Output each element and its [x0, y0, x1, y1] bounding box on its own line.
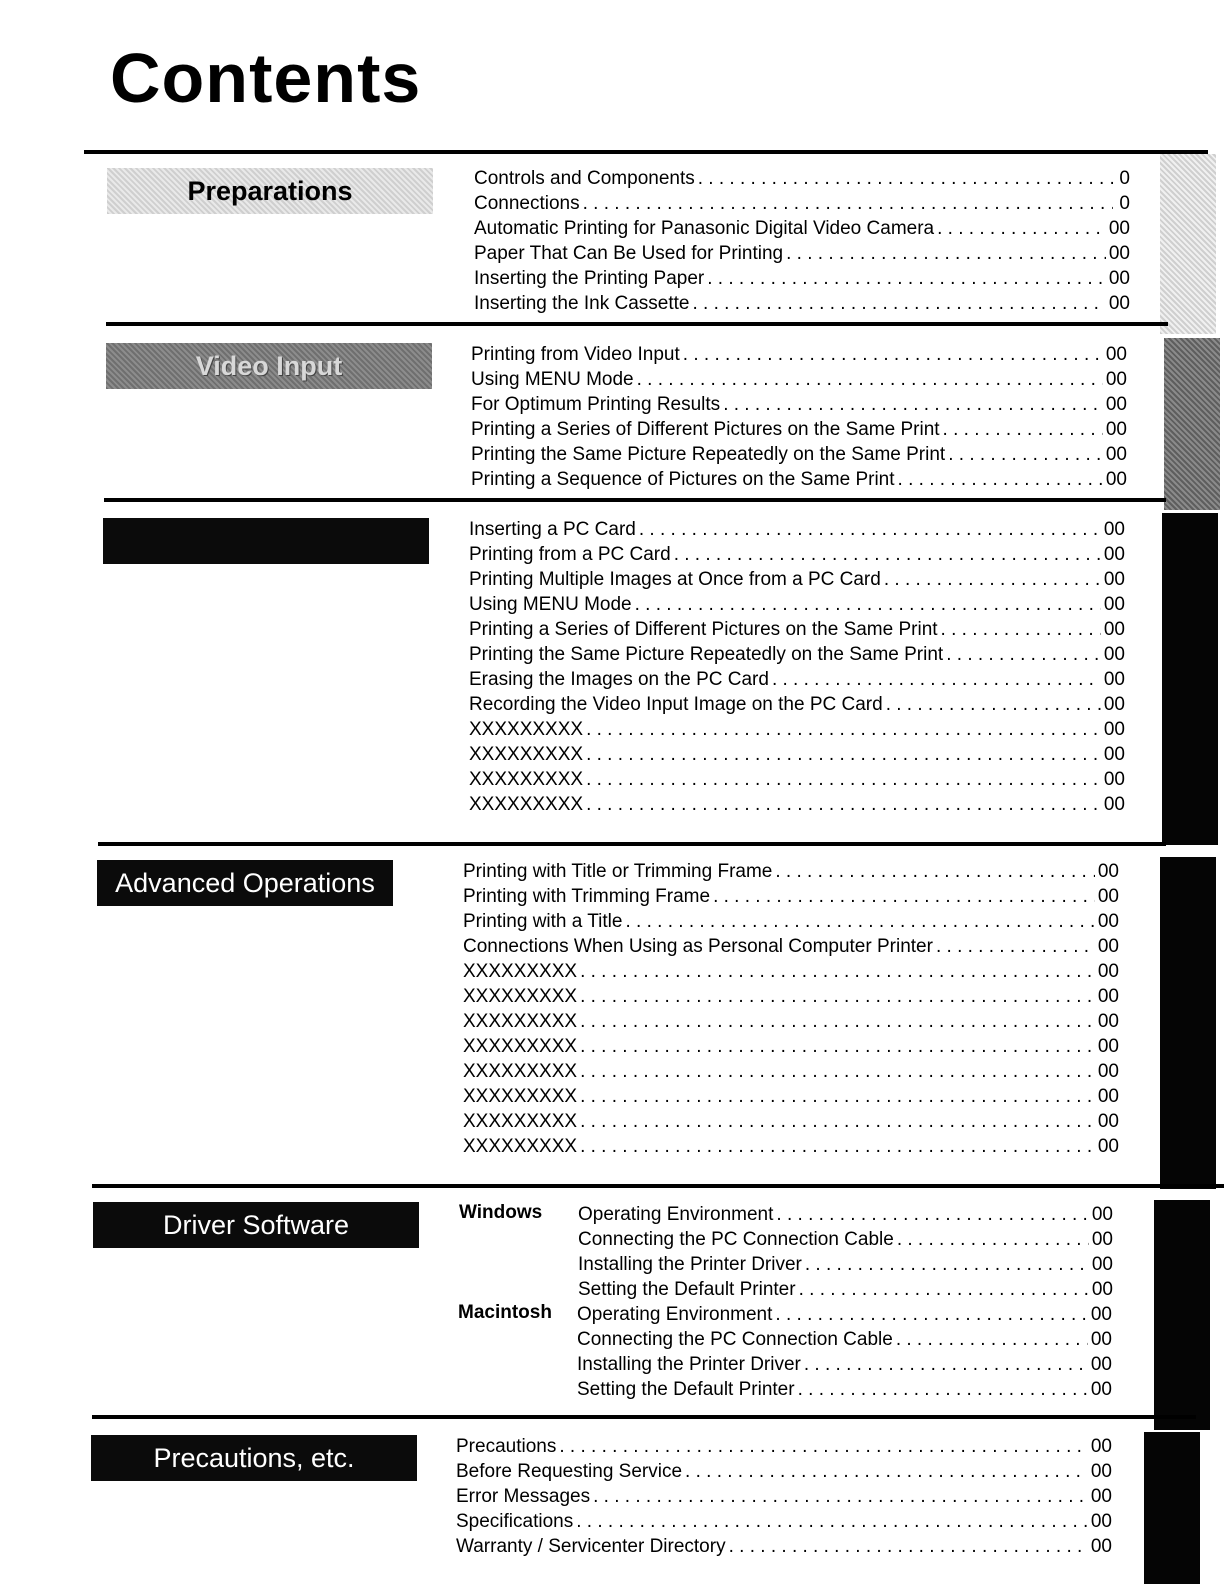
toc-entry-title: Connections When Using as Personal Computer Printer [463, 936, 933, 957]
toc-entry-page: 00 [1091, 1279, 1113, 1300]
leader-dots [580, 1109, 1095, 1134]
leader-dots [692, 291, 1105, 316]
leader-dots [637, 367, 1103, 392]
toc-entry-page: 00 [1097, 1136, 1119, 1157]
toc-entry[interactable] [474, 166, 1130, 191]
toc-entry-title: Operating Environment [578, 1204, 774, 1225]
toc-entry-page: 00 [1103, 644, 1125, 665]
toc-entry[interactable] [471, 342, 1127, 367]
leader-dots [713, 884, 1095, 909]
toc-entry[interactable] [577, 1302, 1112, 1327]
toc-entry[interactable] [577, 1352, 1112, 1377]
leader-dots [583, 191, 1113, 216]
toc-entry[interactable] [463, 909, 1119, 934]
toc-entry-title: XXXXXXXXX [463, 1086, 578, 1107]
section-tab-pc-card [1162, 513, 1218, 845]
leader-dots [775, 1302, 1087, 1327]
toc-entry-title: Using MENU Mode [469, 594, 632, 615]
leader-dots [898, 467, 1103, 492]
toc-entry-page: 00 [1103, 694, 1125, 715]
toc-entry-page: 00 [1108, 218, 1130, 239]
leader-dots [580, 1084, 1095, 1109]
leader-dots [884, 567, 1101, 592]
toc-entry-title: Warranty / Servicenter Directory [456, 1536, 726, 1557]
toc-entry[interactable] [578, 1202, 1113, 1227]
leader-dots [707, 266, 1106, 291]
section-divider [106, 322, 1168, 326]
leader-dots [786, 241, 1106, 266]
toc-entry-title: Printing from a PC Card [469, 544, 671, 565]
toc-entry-page: 00 [1103, 769, 1125, 790]
toc-entry-title: XXXXXXXXX [463, 961, 578, 982]
section-label-driver-software: Driver Software [93, 1202, 419, 1248]
toc-entry-page: 00 [1090, 1486, 1112, 1507]
toc-entry-title: XXXXXXXXX [463, 986, 578, 1007]
toc-entry-title: Paper That Can Be Used for Printing [474, 243, 784, 264]
section-tab-preparations [1160, 154, 1216, 334]
toc-entry[interactable] [456, 1534, 1112, 1559]
leader-dots [576, 1509, 1088, 1534]
toc-entry[interactable] [456, 1509, 1112, 1534]
leader-dots [674, 542, 1101, 567]
toc-entry[interactable] [474, 266, 1130, 291]
toc-entry-page: 00 [1090, 1304, 1112, 1325]
section-tab-precautions [1144, 1432, 1200, 1584]
toc-entry-page: 00 [1097, 936, 1119, 957]
leader-dots [896, 1327, 1088, 1352]
section-label-advanced-operations: Advanced Operations [97, 860, 393, 906]
toc-entry-title: Automatic Printing for Panasonic Digital Video Camera [474, 218, 935, 239]
toc-entry[interactable] [471, 442, 1127, 467]
toc-entry-title: Using MENU Mode [471, 369, 634, 390]
leader-dots [683, 342, 1103, 367]
toc-entry[interactable] [578, 1227, 1113, 1252]
toc-entry-title: Erasing the Images on the PC Card [469, 669, 769, 690]
leader-dots [948, 442, 1103, 467]
toc-entry-title: Operating Environment [577, 1304, 773, 1325]
section-tab-advanced-operations [1160, 857, 1216, 1189]
section-divider [92, 1184, 1224, 1188]
toc-entry-title: Error Messages [456, 1486, 591, 1507]
toc-entry-page: 00 [1097, 861, 1119, 882]
toc-entry-page: 00 [1108, 293, 1130, 314]
section-divider [104, 498, 1166, 502]
toc-entry-title: XXXXXXXXX [463, 1136, 578, 1157]
toc-entry[interactable] [463, 984, 1119, 1009]
toc-entry[interactable] [469, 792, 1125, 817]
toc-entry-page: 00 [1103, 719, 1125, 740]
group-label-macintosh: Macintosh [458, 1302, 552, 1323]
section-divider [92, 1415, 1196, 1419]
toc-entry[interactable] [474, 191, 1130, 216]
toc-entry[interactable] [474, 291, 1130, 316]
toc-entry[interactable] [469, 667, 1125, 692]
leader-dots [685, 1459, 1088, 1484]
section-entries-advanced-operations [463, 859, 1119, 1159]
toc-entry[interactable] [577, 1327, 1112, 1352]
leader-dots [635, 592, 1101, 617]
toc-entry[interactable] [471, 392, 1127, 417]
toc-entry[interactable] [578, 1277, 1113, 1302]
leader-dots [937, 216, 1106, 241]
leader-dots [580, 984, 1095, 1009]
toc-entry-page: 00 [1105, 444, 1127, 465]
toc-entry-page: 00 [1097, 1086, 1119, 1107]
toc-entry[interactable] [469, 717, 1125, 742]
page-title: Contents [110, 39, 422, 117]
leader-dots [580, 1034, 1095, 1059]
toc-entry-title: XXXXXXXXX [469, 794, 584, 815]
leader-dots [580, 1134, 1095, 1159]
toc-entry-title: Printing from Video Input [471, 344, 680, 365]
section-entries-video-input [471, 342, 1127, 492]
toc-entry-title: Inserting a PC Card [469, 519, 636, 540]
toc-entry-page: 00 [1097, 911, 1119, 932]
toc-entry[interactable] [463, 1134, 1119, 1159]
leader-dots [946, 642, 1101, 667]
toc-entry-title: XXXXXXXXX [463, 1036, 578, 1057]
toc-entry-page: 00 [1091, 1229, 1113, 1250]
section-tab-driver-software [1154, 1200, 1210, 1430]
toc-entry-title: Inserting the Ink Cassette [474, 293, 690, 314]
leader-dots [580, 1009, 1095, 1034]
toc-entry-title: Printing with Trimming Frame [463, 886, 711, 907]
group-entries-macintosh [577, 1302, 1112, 1402]
toc-entry[interactable] [578, 1252, 1113, 1277]
leader-dots [580, 1059, 1095, 1084]
toc-entry[interactable] [469, 567, 1125, 592]
toc-entry-page: 00 [1097, 961, 1119, 982]
leader-dots [586, 767, 1101, 792]
toc-entry[interactable] [463, 1009, 1119, 1034]
toc-entry-title: XXXXXXXXX [469, 769, 584, 790]
toc-entry-page: 0 [1119, 193, 1130, 214]
toc-entry-page: 00 [1108, 243, 1130, 264]
toc-entry[interactable] [469, 692, 1125, 717]
toc-entry-page: 00 [1090, 1354, 1112, 1375]
toc-entry-title: XXXXXXXXX [463, 1011, 578, 1032]
toc-entry-title: Printing with a Title [463, 911, 623, 932]
toc-entry[interactable] [469, 542, 1125, 567]
toc-entry[interactable] [463, 959, 1119, 984]
toc-entry-page: 00 [1103, 794, 1125, 815]
leader-dots [886, 692, 1101, 717]
toc-entry-page: 00 [1097, 1011, 1119, 1032]
leader-dots [586, 717, 1101, 742]
leader-dots [776, 1202, 1088, 1227]
toc-entry-page: 00 [1090, 1536, 1112, 1557]
leader-dots [775, 859, 1095, 884]
leader-dots [593, 1484, 1088, 1509]
toc-entry-page: 00 [1097, 986, 1119, 1007]
toc-entry-page: 00 [1108, 268, 1130, 289]
toc-entry-page: 0 [1119, 168, 1130, 189]
toc-entry-title: XXXXXXXXX [463, 1061, 578, 1082]
toc-entry[interactable] [469, 742, 1125, 767]
toc-entry-page: 00 [1091, 1254, 1113, 1275]
toc-entry-title: Installing the Printer Driver [578, 1254, 802, 1275]
toc-entry[interactable] [469, 617, 1125, 642]
section-divider [98, 842, 1166, 846]
toc-entry[interactable] [469, 642, 1125, 667]
toc-entry-title: Specifications [456, 1511, 574, 1532]
toc-entry-title: XXXXXXXXX [469, 719, 584, 740]
toc-entry-title: Printing the Same Picture Repeatedly on the Same Print [469, 644, 944, 665]
leader-dots [799, 1277, 1089, 1302]
toc-entry-title: Printing with Title or Trimming Frame [463, 861, 773, 882]
toc-entry-title: XXXXXXXXX [469, 744, 584, 765]
toc-entry[interactable] [463, 1109, 1119, 1134]
toc-entry-title: Connecting the PC Connection Cable [578, 1229, 894, 1250]
toc-entry-page: 00 [1103, 594, 1125, 615]
toc-entry-page: 00 [1097, 886, 1119, 907]
toc-entry[interactable] [463, 859, 1119, 884]
toc-entry-title: Setting the Default Printer [578, 1279, 796, 1300]
section-entries-pc-card [469, 517, 1125, 817]
toc-entry[interactable] [463, 884, 1119, 909]
toc-entry-title: Setting the Default Printer [577, 1379, 795, 1400]
toc-entry[interactable] [474, 216, 1130, 241]
toc-entry-page: 00 [1097, 1061, 1119, 1082]
leader-dots [639, 517, 1101, 542]
section-entries-preparations [474, 166, 1130, 316]
toc-entry-page: 00 [1105, 369, 1127, 390]
toc-entry-title: Recording the Video Input Image on the PC Card [469, 694, 883, 715]
leader-dots [804, 1352, 1088, 1377]
toc-entry[interactable] [469, 767, 1125, 792]
toc-entry-page: 00 [1097, 1036, 1119, 1057]
toc-entry-title: For Optimum Printing Results [471, 394, 721, 415]
leader-dots [936, 934, 1095, 959]
toc-entry-page: 00 [1105, 469, 1127, 490]
leader-dots [798, 1377, 1088, 1402]
toc-entry-title: Inserting the Printing Paper [474, 268, 705, 289]
toc-entry-page: 00 [1105, 344, 1127, 365]
section-divider [84, 150, 1208, 154]
toc-entry-title: Connections [474, 193, 580, 214]
leader-dots [723, 392, 1103, 417]
toc-entry-title: Precautions [456, 1436, 557, 1457]
toc-entry[interactable] [463, 934, 1119, 959]
toc-entry-page: 00 [1090, 1436, 1112, 1457]
toc-entry-page: 00 [1090, 1461, 1112, 1482]
leader-dots [897, 1227, 1089, 1252]
toc-entry[interactable] [471, 467, 1127, 492]
toc-entry[interactable] [471, 367, 1127, 392]
toc-entry-title: Printing Multiple Images at Once from a PC Card [469, 569, 881, 590]
toc-entry-page: 00 [1103, 744, 1125, 765]
toc-entry-title: Printing a Series of Different Pictures on the Same Print [471, 419, 940, 440]
group-entries-windows [578, 1202, 1113, 1302]
toc-entry-page: 00 [1090, 1511, 1112, 1532]
toc-entry-page: 00 [1091, 1204, 1113, 1225]
leader-dots [586, 742, 1101, 767]
toc-entry[interactable] [469, 517, 1125, 542]
toc-entry-page: 00 [1105, 394, 1127, 415]
toc-entry-page: 00 [1103, 569, 1125, 590]
toc-entry[interactable] [456, 1459, 1112, 1484]
leader-dots [625, 909, 1094, 934]
group-label-windows: Windows [459, 1202, 543, 1223]
toc-entry-title: Installing the Printer Driver [577, 1354, 801, 1375]
toc-entry-title: Before Requesting Service [456, 1461, 683, 1482]
toc-entry[interactable] [471, 417, 1127, 442]
leader-dots [580, 959, 1095, 984]
toc-entry[interactable] [463, 1084, 1119, 1109]
leader-dots [698, 166, 1113, 191]
toc-entry[interactable] [577, 1377, 1112, 1402]
leader-dots [729, 1534, 1088, 1559]
toc-entry-title: Printing a Series of Different Pictures on the Same Print [469, 619, 938, 640]
toc-entry-page: 00 [1103, 544, 1125, 565]
leader-dots [559, 1434, 1088, 1459]
toc-entry-title: XXXXXXXXX [463, 1111, 578, 1132]
toc-entry-page: 00 [1097, 1111, 1119, 1132]
toc-entry[interactable] [456, 1434, 1112, 1459]
leader-dots [805, 1252, 1089, 1277]
toc-entry-title: Printing the Same Picture Repeatedly on the Same Print [471, 444, 946, 465]
section-label-precautions: Precautions, etc. [91, 1435, 417, 1481]
toc-entry[interactable] [463, 1034, 1119, 1059]
toc-entry-page: 00 [1103, 619, 1125, 640]
toc-entry-page: 00 [1103, 519, 1125, 540]
section-label-video-input: Video Input [106, 343, 432, 389]
toc-entry-title: Controls and Components [474, 168, 695, 189]
section-tab-video-input [1164, 338, 1220, 510]
toc-entry-title: Printing a Sequence of Pictures on the Same Print [471, 469, 895, 490]
toc-entry[interactable] [469, 592, 1125, 617]
leader-dots [772, 667, 1101, 692]
section-entries-precautions [456, 1434, 1112, 1559]
toc-entry[interactable] [463, 1059, 1119, 1084]
leader-dots [941, 617, 1101, 642]
toc-entry-title: Connecting the PC Connection Cable [577, 1329, 893, 1350]
toc-entry[interactable] [474, 241, 1130, 266]
toc-entry[interactable] [456, 1484, 1112, 1509]
toc-entry-page: 00 [1103, 669, 1125, 690]
leader-dots [586, 792, 1101, 817]
leader-dots [943, 417, 1103, 442]
section-label-preparations: Preparations [107, 168, 433, 214]
section-label-pc-card [103, 518, 429, 564]
toc-entry-page: 00 [1105, 419, 1127, 440]
toc-entry-page: 00 [1090, 1329, 1112, 1350]
toc-entry-page: 00 [1090, 1379, 1112, 1400]
